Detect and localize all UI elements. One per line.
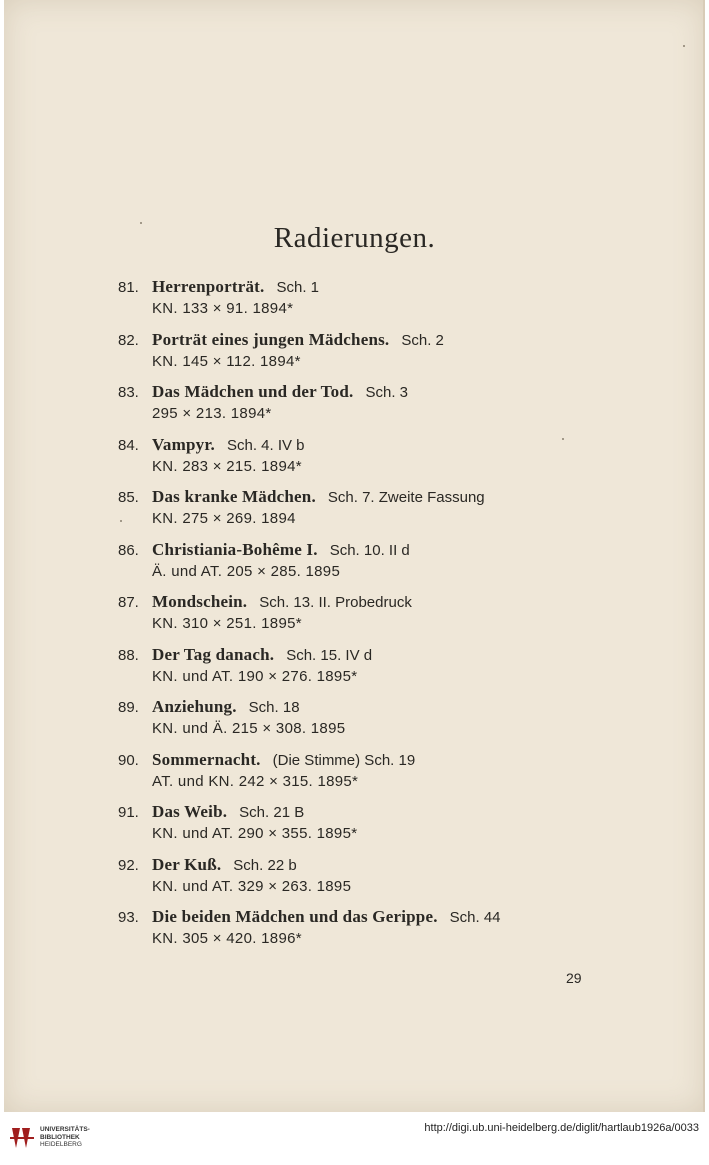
- entry-details: KN. und Ä. 215 × 308. 1895: [152, 720, 346, 737]
- catalog-entry: [118, 381, 598, 434]
- page-title: Radierungen.: [273, 222, 436, 254]
- entry-details: KN. 310 × 251. 1895*: [152, 615, 302, 632]
- entry-title: Christiania-Bohême I.: [152, 539, 318, 559]
- entry-heading-line: [118, 696, 300, 719]
- catalog-entry: [118, 539, 598, 592]
- entry-heading-line: [118, 591, 412, 614]
- entry-number: 84.: [118, 436, 139, 454]
- entry-reference: Sch. 2: [401, 331, 444, 349]
- entry-title: Anziehung.: [152, 697, 237, 716]
- entry-title: Das Weib.: [152, 802, 228, 821]
- entry-heading-line: [118, 749, 415, 772]
- entry-details: KN. 305 × 420. 1896*: [152, 930, 302, 947]
- entry-details: 295 × 213. 1894*: [152, 405, 272, 422]
- entry-details: KN. 275 × 269. 1894: [152, 510, 296, 527]
- library-name-line1: UNIVERSITÄTS-: [40, 1126, 90, 1133]
- entry-title: Porträt eines jungen Mädchens.: [152, 329, 390, 349]
- entry-reference: Sch. 7. Zweite Fassung: [327, 489, 485, 506]
- entry-reference: Sch. 3: [365, 384, 409, 401]
- catalog-entry: [118, 644, 598, 697]
- entry-reference: (Die Stimme) Sch. 19: [272, 751, 416, 769]
- entry-list: [118, 276, 598, 959]
- entry-number: 85.: [118, 489, 139, 506]
- entry-number: 87.: [118, 594, 139, 611]
- catalog-entry: [118, 696, 598, 749]
- catalog-entry: [118, 486, 598, 539]
- entry-number: 92.: [118, 856, 139, 874]
- entry-heading-line: [118, 854, 297, 877]
- entry-details: KN. 283 × 215. 1894*: [152, 457, 302, 475]
- entry-heading-line: [118, 329, 444, 352]
- entry-reference: Sch. 13. II. Probedruck: [259, 594, 412, 611]
- entry-heading-line: [118, 381, 408, 404]
- entry-details: KN. und AT. 329 × 263. 1895: [152, 877, 352, 895]
- catalog-entry: [118, 906, 598, 959]
- entry-title: Sommernacht.: [152, 749, 261, 769]
- entry-number: 88.: [118, 646, 139, 664]
- entry-heading-line: [118, 801, 304, 824]
- entry-details: KN. 145 × 112. 1894*: [152, 352, 301, 370]
- entry-heading-line: [118, 434, 305, 457]
- library-name-line2: BIBLIOTHEK: [40, 1133, 80, 1141]
- catalog-entry: [118, 591, 598, 644]
- catalog-entry: [118, 749, 598, 802]
- entry-number: 81.: [118, 279, 139, 296]
- entry-title: Der Tag danach.: [152, 644, 275, 664]
- paper-speck: [683, 45, 685, 47]
- entry-reference: Sch. 22 b: [233, 856, 297, 874]
- entry-heading-line: [118, 539, 410, 562]
- source-url-link[interactable]: http://digi.ub.uni-heidelberg.de/diglit/hartlaub1926a/0033: [424, 1122, 699, 1134]
- entry-details: KN. und AT. 190 × 276. 1895*: [152, 667, 358, 685]
- entry-heading-line: [118, 644, 372, 667]
- entry-number: 86.: [118, 541, 139, 559]
- entry-title: Mondschein.: [152, 592, 248, 611]
- entry-details: KN. 133 × 91. 1894*: [152, 300, 294, 317]
- entry-reference: Sch. 10. II d: [329, 541, 410, 559]
- catalog-entry: [118, 801, 598, 854]
- entry-reference: Sch. 21 B: [239, 804, 305, 821]
- entry-title: Der Kuß.: [152, 854, 222, 874]
- university-library-logo-icon: [8, 1124, 36, 1152]
- entry-number: 90.: [118, 751, 139, 769]
- entry-title: Die beiden Mädchen und das Gerippe.: [152, 907, 438, 926]
- entry-reference: Sch. 4. IV b: [226, 436, 305, 454]
- entry-reference: Sch. 1: [276, 279, 320, 296]
- entry-title: Herrenporträt.: [152, 277, 265, 296]
- entry-details: AT. und KN. 242 × 315. 1895*: [152, 772, 359, 790]
- page-number: 29: [566, 970, 582, 986]
- entry-title: Das kranke Mädchen.: [152, 487, 316, 506]
- entry-details: KN. und AT. 290 × 355. 1895*: [152, 825, 358, 842]
- entry-title: Das Mädchen und der Tod.: [152, 382, 354, 401]
- entry-number: 82.: [118, 331, 139, 349]
- entry-reference: Sch. 18: [248, 699, 300, 716]
- catalog-entry: [118, 434, 598, 487]
- library-name: [40, 1126, 90, 1149]
- catalog-entry: [118, 329, 598, 382]
- entry-heading-line: [118, 276, 319, 299]
- entry-heading-line: [118, 906, 501, 929]
- footer-bar: [0, 1112, 709, 1165]
- catalog-entry: [118, 854, 598, 907]
- entry-reference: Sch. 15. IV d: [286, 646, 373, 664]
- entry-title: Vampyr.: [152, 434, 215, 454]
- entry-number: 83.: [118, 384, 139, 401]
- entry-number: 93.: [118, 909, 139, 926]
- entry-reference: Sch. 44: [449, 909, 501, 926]
- page-edge: [703, 0, 705, 1112]
- entry-number: 89.: [118, 699, 139, 716]
- entry-number: 91.: [118, 804, 139, 821]
- entry-details: Ä. und AT. 205 × 285. 1895: [152, 562, 341, 580]
- library-name-line3: HEIDELBERG: [40, 1141, 82, 1148]
- catalog-entry: [118, 276, 598, 329]
- entry-heading-line: [118, 486, 485, 509]
